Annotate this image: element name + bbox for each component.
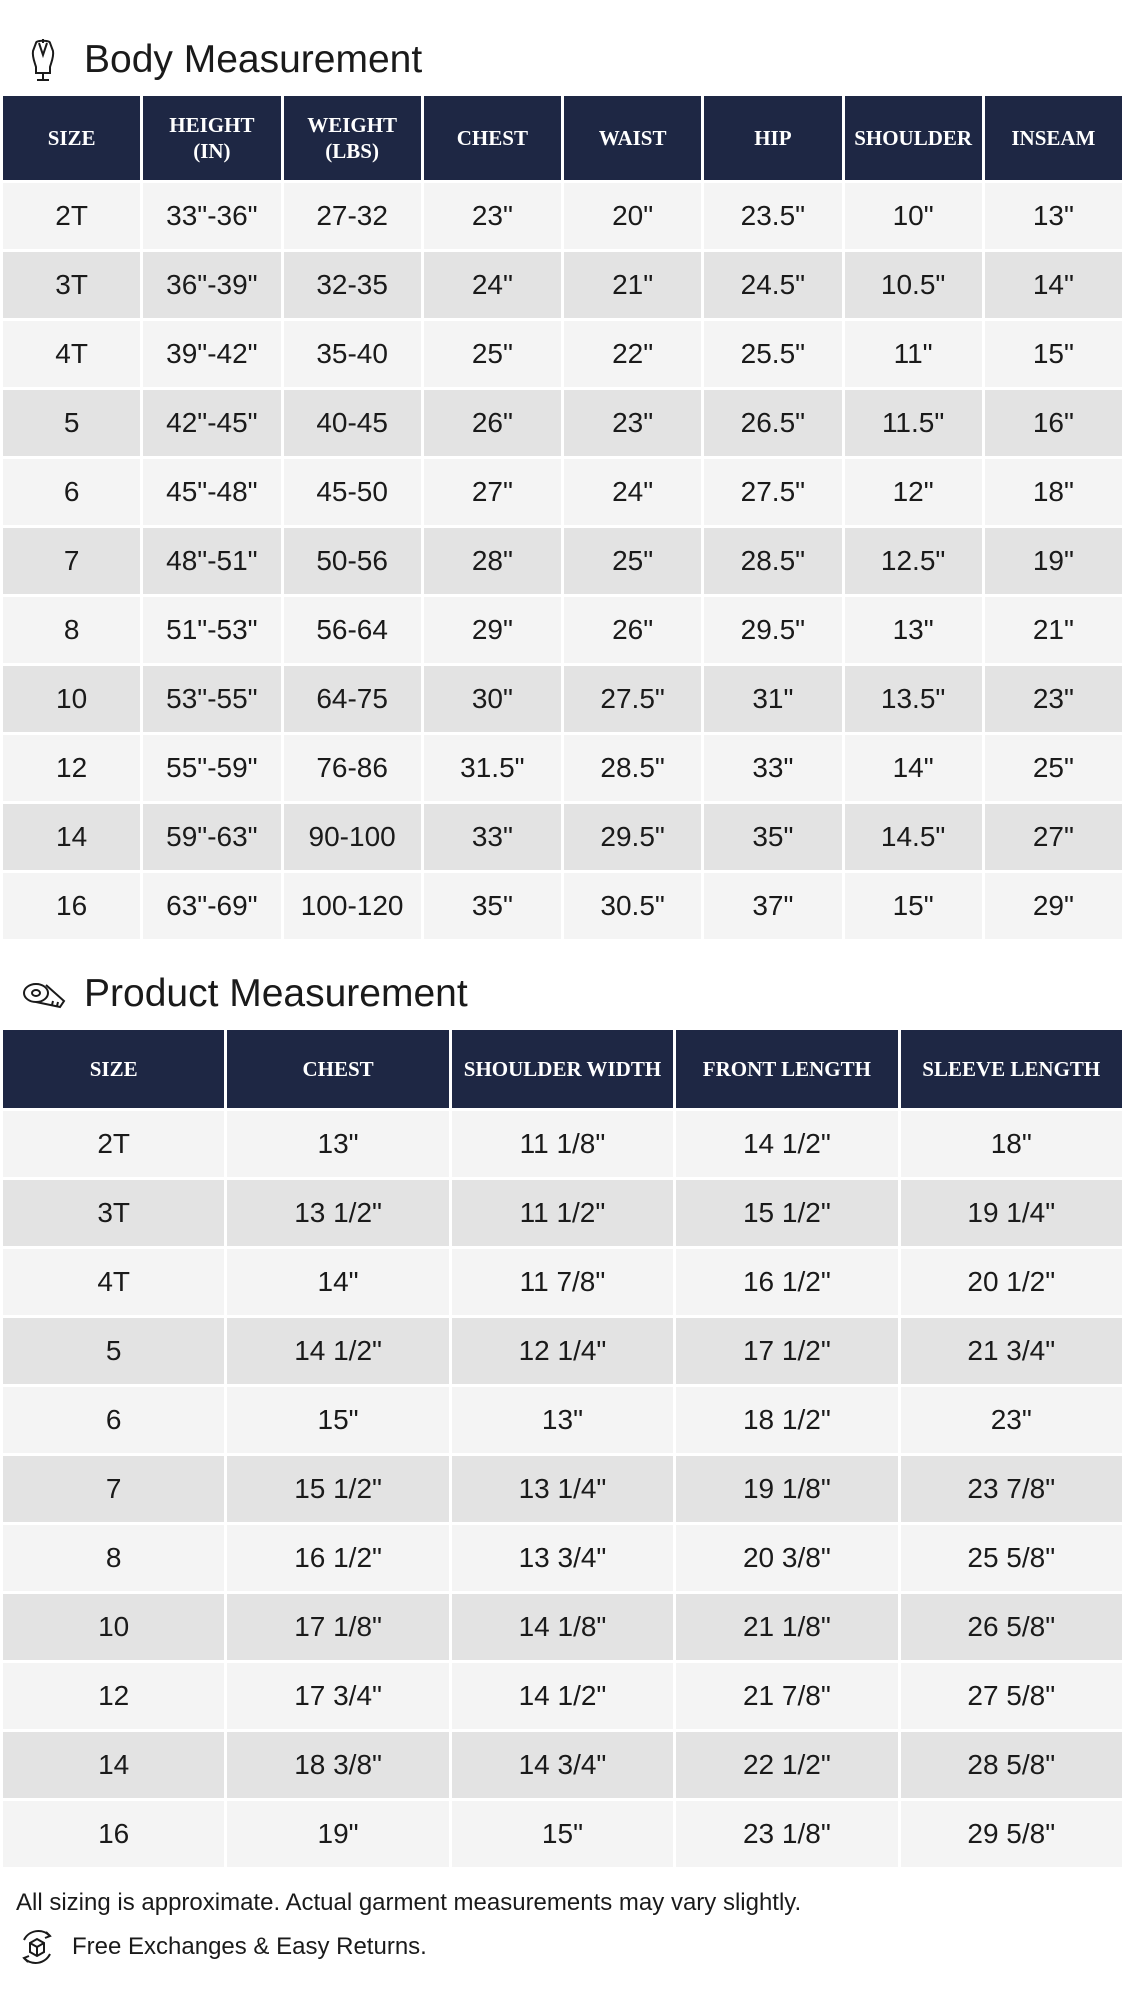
size-cell: 8 <box>3 1525 224 1591</box>
measurement-cell: 21 3/4" <box>901 1318 1122 1384</box>
measurement-cell: 23 7/8" <box>901 1456 1122 1522</box>
measurement-cell: 53"-55" <box>143 666 280 732</box>
measurement-cell: 18" <box>985 459 1122 525</box>
measurement-cell: 24" <box>424 252 561 318</box>
measurement-cell: 28.5" <box>564 735 701 801</box>
measurement-cell: 29" <box>985 873 1122 939</box>
table-row <box>3 321 1122 387</box>
measurement-cell: 13" <box>845 597 982 663</box>
measurement-cell: 11 1/2" <box>452 1180 673 1246</box>
table-row <box>3 390 1122 456</box>
table-row <box>3 666 1122 732</box>
measurement-cell: 40-45 <box>284 390 421 456</box>
measurement-cell: 19 1/8" <box>676 1456 897 1522</box>
table-row <box>3 252 1122 318</box>
size-cell: 12 <box>3 1663 224 1729</box>
measurement-cell: 26" <box>424 390 561 456</box>
column-header: HIP <box>704 96 841 180</box>
measurement-cell: 25" <box>985 735 1122 801</box>
measurement-cell: 15 1/2" <box>676 1180 897 1246</box>
measurement-cell: 20" <box>564 183 701 249</box>
measurement-cell: 31.5" <box>424 735 561 801</box>
measurement-cell: 15" <box>227 1387 448 1453</box>
measurement-cell: 27" <box>424 459 561 525</box>
table-row <box>3 528 1122 594</box>
body-measurement-table <box>0 93 1125 942</box>
dress-form-icon <box>20 37 66 83</box>
table-row <box>3 1525 1122 1591</box>
column-header: SHOULDER <box>845 96 982 180</box>
column-header: SIZE <box>3 96 140 180</box>
size-cell: 16 <box>3 873 140 939</box>
table-row <box>3 1456 1122 1522</box>
measurement-cell: 32-35 <box>284 252 421 318</box>
measurement-cell: 76-86 <box>284 735 421 801</box>
measurement-cell: 12.5" <box>845 528 982 594</box>
measurement-cell: 15" <box>452 1801 673 1867</box>
measurement-cell: 13" <box>452 1387 673 1453</box>
body-measurement-heading <box>20 30 422 90</box>
measurement-cell: 12" <box>845 459 982 525</box>
measurement-cell: 17 1/2" <box>676 1318 897 1384</box>
measurement-cell: 28 5/8" <box>901 1732 1122 1798</box>
measurement-cell: 29.5" <box>704 597 841 663</box>
size-cell: 14 <box>3 1732 224 1798</box>
size-cell: 14 <box>3 804 140 870</box>
column-header: HEIGHT (IN) <box>143 96 280 180</box>
measurement-cell: 25" <box>564 528 701 594</box>
size-cell: 7 <box>3 528 140 594</box>
measurement-cell: 27.5" <box>704 459 841 525</box>
returns-note <box>16 1926 427 1968</box>
table-row <box>3 183 1122 249</box>
measurement-cell: 16 1/2" <box>676 1249 897 1315</box>
measurement-cell: 22" <box>564 321 701 387</box>
measurement-cell: 16 1/2" <box>227 1525 448 1591</box>
measurement-cell: 27" <box>985 804 1122 870</box>
table-row <box>3 1663 1122 1729</box>
body-measurement-title: Body Measurement <box>84 38 423 81</box>
measurement-cell: 13 1/2" <box>227 1180 448 1246</box>
measurement-cell: 21 7/8" <box>676 1663 897 1729</box>
measurement-cell: 23" <box>424 183 561 249</box>
measurement-cell: 37" <box>704 873 841 939</box>
measurement-cell: 35" <box>424 873 561 939</box>
measurement-cell: 14" <box>845 735 982 801</box>
measurement-cell: 15" <box>985 321 1122 387</box>
table-row <box>3 1318 1122 1384</box>
measurement-cell: 50-56 <box>284 528 421 594</box>
size-cell: 5 <box>3 1318 224 1384</box>
measurement-cell: 63"-69" <box>143 873 280 939</box>
measurement-cell: 15" <box>845 873 982 939</box>
measurement-cell: 11.5" <box>845 390 982 456</box>
returns-text: Free Exchanges & Easy Returns. <box>72 1933 427 1960</box>
column-header: INSEAM <box>985 96 1122 180</box>
measurement-cell: 51"-53" <box>143 597 280 663</box>
size-cell: 3T <box>3 252 140 318</box>
table-row <box>3 1249 1122 1315</box>
measurement-cell: 11 1/8" <box>452 1111 673 1177</box>
size-cell: 16 <box>3 1801 224 1867</box>
measurement-cell: 29.5" <box>564 804 701 870</box>
measurement-cell: 55"-59" <box>143 735 280 801</box>
measurement-cell: 13 3/4" <box>452 1525 673 1591</box>
measurement-cell: 14 1/2" <box>452 1663 673 1729</box>
measurement-cell: 17 1/8" <box>227 1594 448 1660</box>
measurement-cell: 25.5" <box>704 321 841 387</box>
size-cell: 4T <box>3 321 140 387</box>
measurement-cell: 18" <box>901 1111 1122 1177</box>
column-header: WAIST <box>564 96 701 180</box>
measurement-cell: 42"-45" <box>143 390 280 456</box>
measurement-cell: 14" <box>227 1249 448 1315</box>
table-row <box>3 873 1122 939</box>
measurement-cell: 14 1/2" <box>676 1111 897 1177</box>
size-cell: 8 <box>3 597 140 663</box>
table-row <box>3 597 1122 663</box>
measurement-cell: 13.5" <box>845 666 982 732</box>
size-cell: 7 <box>3 1456 224 1522</box>
measurement-cell: 24" <box>564 459 701 525</box>
table-header-row <box>3 1030 1122 1108</box>
measurement-cell: 20 1/2" <box>901 1249 1122 1315</box>
size-cell: 3T <box>3 1180 224 1246</box>
measurement-cell: 30.5" <box>564 873 701 939</box>
size-cell: 10 <box>3 1594 224 1660</box>
measurement-cell: 19 1/4" <box>901 1180 1122 1246</box>
measurement-cell: 27 5/8" <box>901 1663 1122 1729</box>
measurement-cell: 33"-36" <box>143 183 280 249</box>
measurement-cell: 19" <box>227 1801 448 1867</box>
size-cell: 6 <box>3 459 140 525</box>
measurement-cell: 26.5" <box>704 390 841 456</box>
measurement-cell: 27.5" <box>564 666 701 732</box>
measurement-cell: 23" <box>901 1387 1122 1453</box>
measurement-cell: 19" <box>985 528 1122 594</box>
measurement-cell: 13" <box>985 183 1122 249</box>
column-header: CHEST <box>424 96 561 180</box>
measurement-cell: 31" <box>704 666 841 732</box>
table-row <box>3 1111 1122 1177</box>
measurement-cell: 16" <box>985 390 1122 456</box>
table-row <box>3 1732 1122 1798</box>
measurement-cell: 45-50 <box>284 459 421 525</box>
measurement-cell: 35" <box>704 804 841 870</box>
size-cell: 6 <box>3 1387 224 1453</box>
measurement-cell: 23" <box>564 390 701 456</box>
measurement-cell: 18 3/8" <box>227 1732 448 1798</box>
product-measurement-heading <box>20 964 468 1024</box>
measurement-cell: 23 1/8" <box>676 1801 897 1867</box>
table-row <box>3 1801 1122 1867</box>
column-header: CHEST <box>227 1030 448 1108</box>
measurement-cell: 48"-51" <box>143 528 280 594</box>
measurement-cell: 13" <box>227 1111 448 1177</box>
measurement-cell: 25 5/8" <box>901 1525 1122 1591</box>
measurement-cell: 12 1/4" <box>452 1318 673 1384</box>
measurement-cell: 25" <box>424 321 561 387</box>
measurement-cell: 21" <box>985 597 1122 663</box>
measurement-cell: 14" <box>985 252 1122 318</box>
measurement-cell: 14 1/8" <box>452 1594 673 1660</box>
measurement-cell: 29" <box>424 597 561 663</box>
measurement-cell: 90-100 <box>284 804 421 870</box>
measurement-cell: 21" <box>564 252 701 318</box>
table-row <box>3 1180 1122 1246</box>
measuring-tape-icon <box>20 971 66 1017</box>
column-header: FRONT LENGTH <box>676 1030 897 1108</box>
measurement-cell: 13 1/4" <box>452 1456 673 1522</box>
size-cell: 12 <box>3 735 140 801</box>
table-row <box>3 459 1122 525</box>
measurement-cell: 18 1/2" <box>676 1387 897 1453</box>
measurement-cell: 20 3/8" <box>676 1525 897 1591</box>
measurement-cell: 27-32 <box>284 183 421 249</box>
measurement-cell: 17 3/4" <box>227 1663 448 1729</box>
measurement-cell: 28" <box>424 528 561 594</box>
measurement-cell: 26" <box>564 597 701 663</box>
size-cell: 5 <box>3 390 140 456</box>
measurement-cell: 100-120 <box>284 873 421 939</box>
measurement-cell: 59"-63" <box>143 804 280 870</box>
table-row <box>3 735 1122 801</box>
table-row <box>3 1387 1122 1453</box>
measurement-cell: 28.5" <box>704 528 841 594</box>
measurement-cell: 35-40 <box>284 321 421 387</box>
size-cell: 2T <box>3 183 140 249</box>
measurement-cell: 33" <box>704 735 841 801</box>
measurement-cell: 39"-42" <box>143 321 280 387</box>
column-header: SIZE <box>3 1030 224 1108</box>
size-cell: 4T <box>3 1249 224 1315</box>
measurement-cell: 10" <box>845 183 982 249</box>
disclaimer-text: All sizing is approximate. Actual garment measurements may vary slightly. <box>16 1889 802 1916</box>
measurement-cell: 23.5" <box>704 183 841 249</box>
column-header: SHOULDER WIDTH <box>452 1030 673 1108</box>
size-cell: 2T <box>3 1111 224 1177</box>
measurement-cell: 24.5" <box>704 252 841 318</box>
product-measurement-title: Product Measurement <box>84 972 468 1015</box>
measurement-cell: 14 1/2" <box>227 1318 448 1384</box>
measurement-cell: 33" <box>424 804 561 870</box>
measurement-cell: 29 5/8" <box>901 1801 1122 1867</box>
measurement-cell: 36"-39" <box>143 252 280 318</box>
measurement-cell: 21 1/8" <box>676 1594 897 1660</box>
measurement-cell: 14.5" <box>845 804 982 870</box>
measurement-cell: 10.5" <box>845 252 982 318</box>
measurement-cell: 14 3/4" <box>452 1732 673 1798</box>
measurement-cell: 15 1/2" <box>227 1456 448 1522</box>
measurement-cell: 26 5/8" <box>901 1594 1122 1660</box>
product-measurement-table <box>0 1027 1125 1870</box>
column-header: SLEEVE LENGTH <box>901 1030 1122 1108</box>
measurement-cell: 11 7/8" <box>452 1249 673 1315</box>
table-row <box>3 804 1122 870</box>
measurement-cell: 30" <box>424 666 561 732</box>
return-box-icon <box>16 1926 58 1968</box>
table-row <box>3 1594 1122 1660</box>
measurement-cell: 22 1/2" <box>676 1732 897 1798</box>
measurement-cell: 45"-48" <box>143 459 280 525</box>
column-header: WEIGHT (LBS) <box>284 96 421 180</box>
table-header-row <box>3 96 1122 180</box>
size-cell: 10 <box>3 666 140 732</box>
measurement-cell: 11" <box>845 321 982 387</box>
sizing-disclaimer <box>16 1889 801 1917</box>
measurement-cell: 56-64 <box>284 597 421 663</box>
measurement-cell: 64-75 <box>284 666 421 732</box>
measurement-cell: 23" <box>985 666 1122 732</box>
